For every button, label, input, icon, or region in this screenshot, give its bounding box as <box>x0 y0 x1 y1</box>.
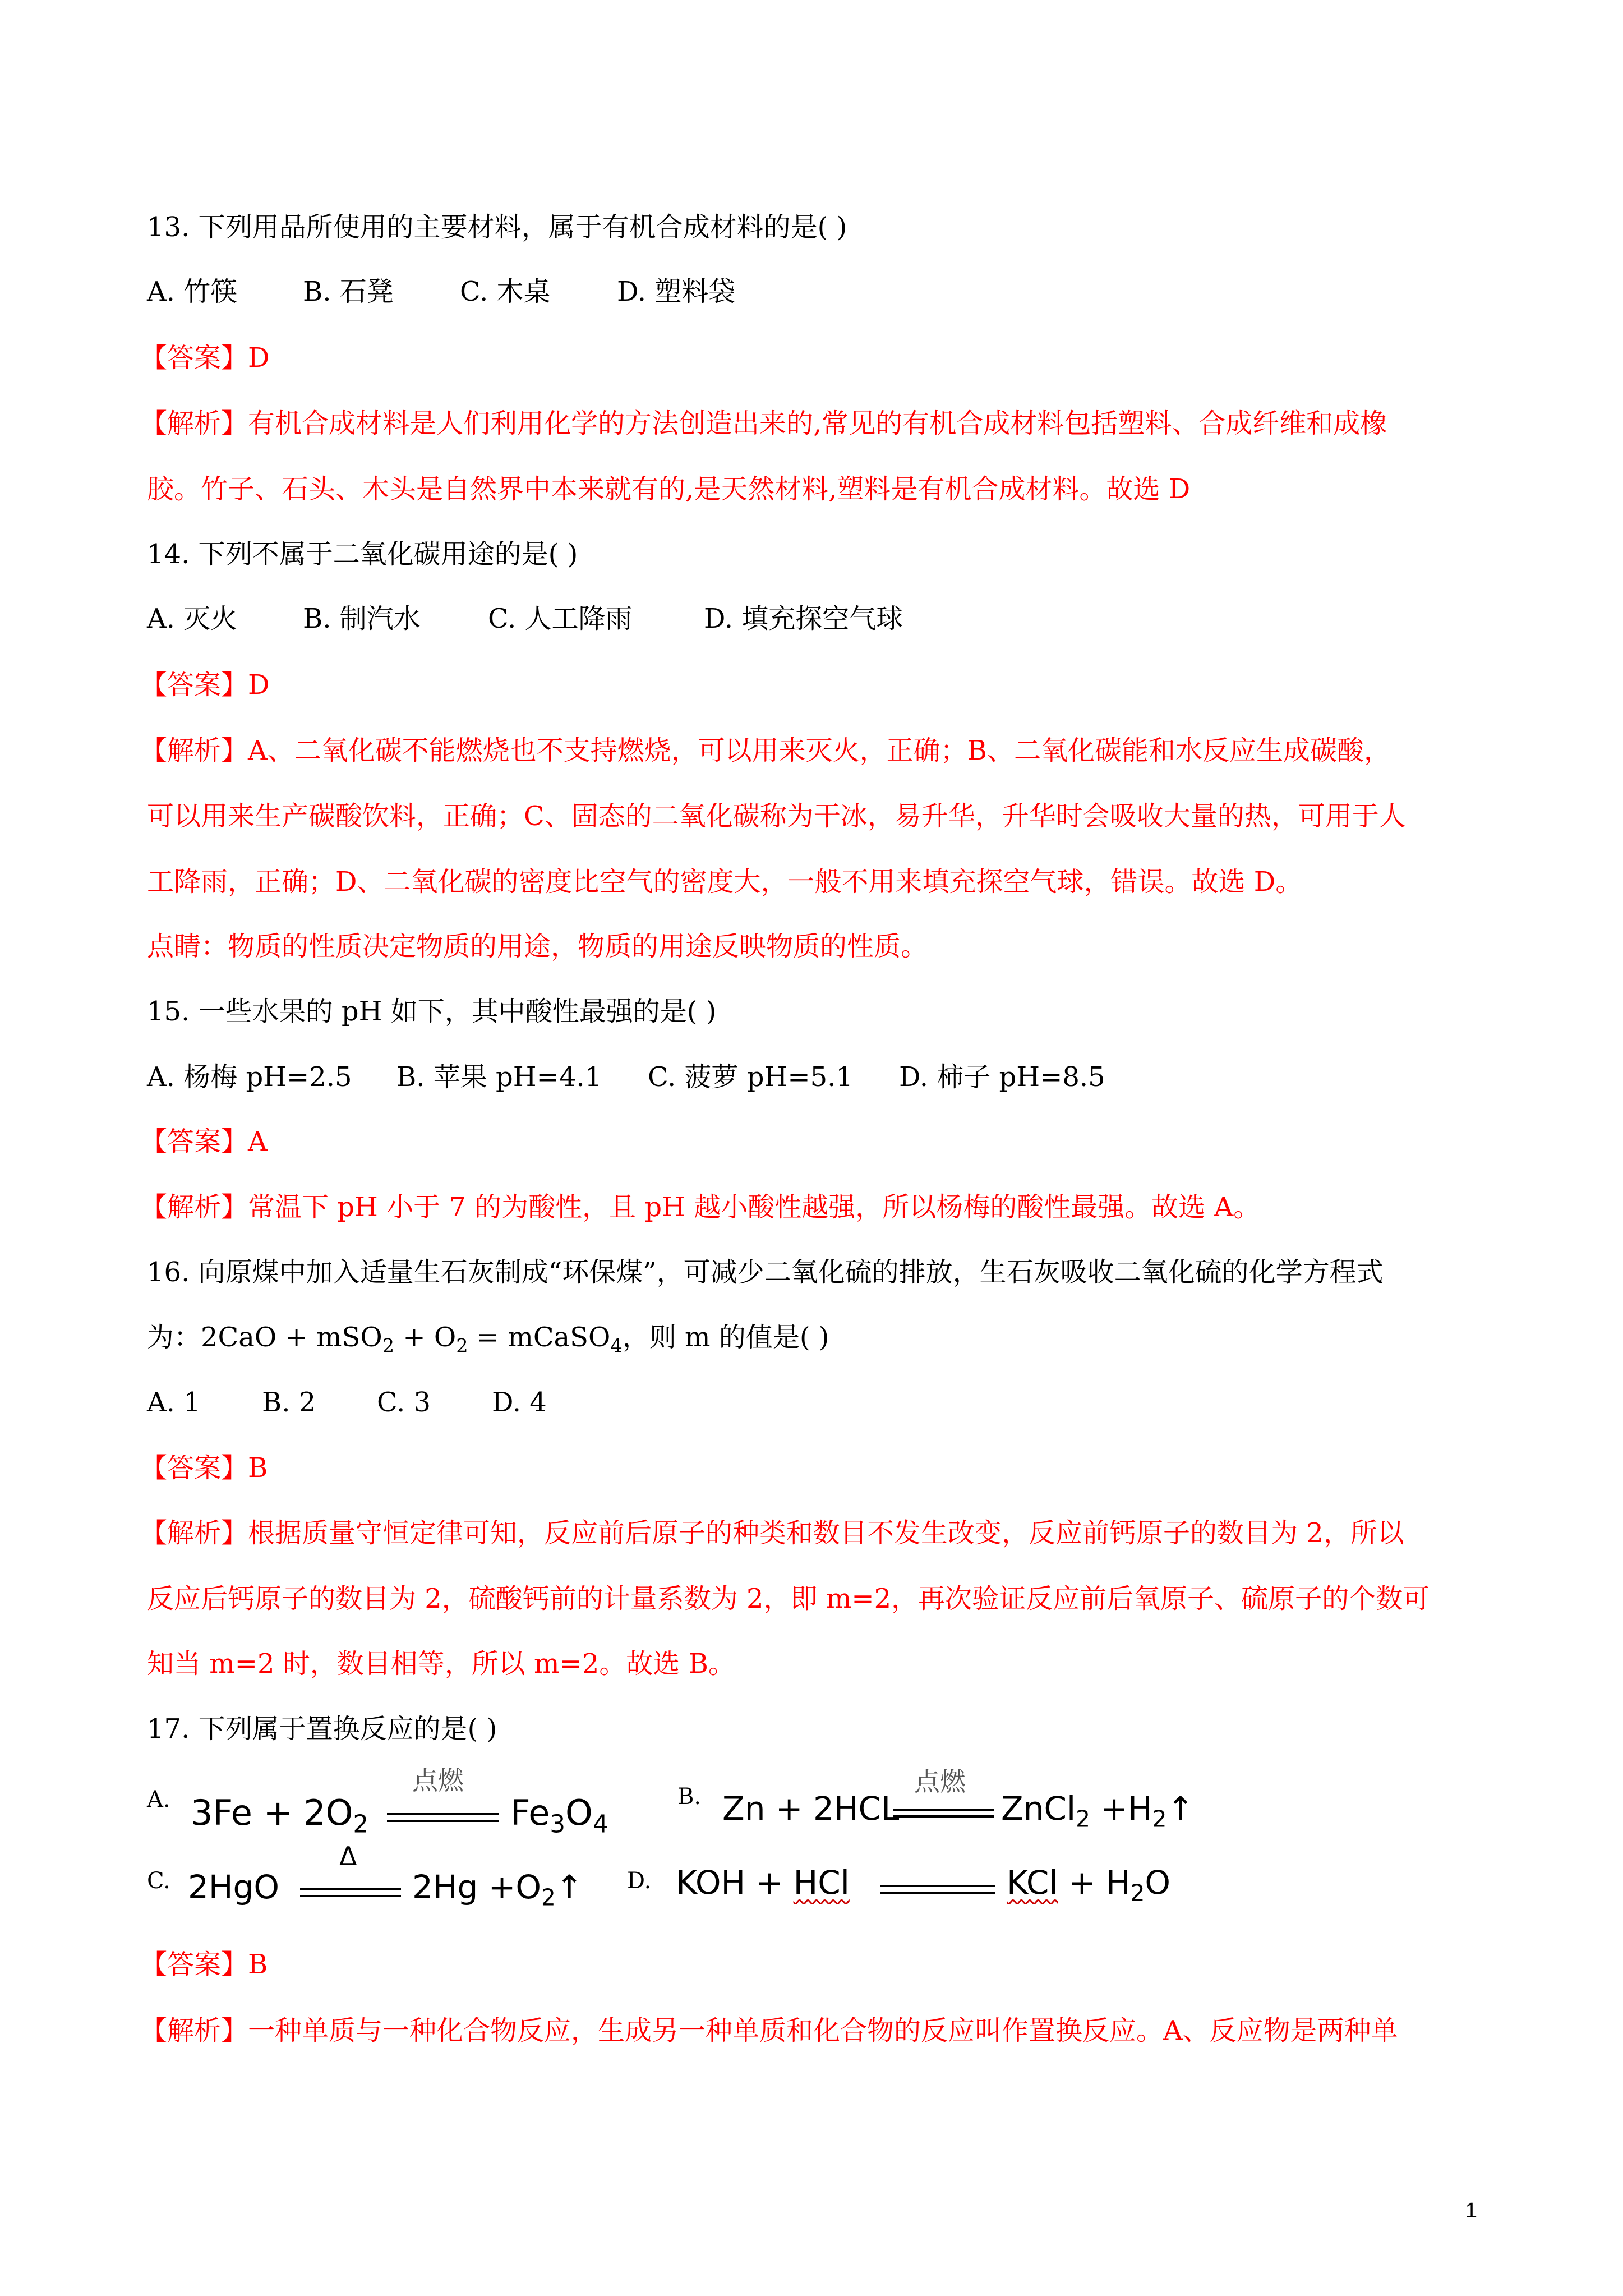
answer-label: 【答案】 <box>140 1452 248 1484</box>
q13-analysis-1 <box>140 407 1387 440</box>
eq-d-o: O <box>1145 1864 1171 1902</box>
eq-c-sub: 2 <box>541 1884 556 1911</box>
q15-answer <box>140 1125 268 1158</box>
answer-value: B <box>248 1949 268 1980</box>
eq-c-products-text: 2Hg +O <box>412 1868 542 1906</box>
q14-answer <box>140 668 270 702</box>
q16-sub-2a: 2 <box>382 1335 395 1357</box>
q16-stem-2 <box>147 1320 829 1363</box>
q16-analysis-3: 知当 m=2 时，数目相等，所以 m=2。故选 B。 <box>147 1648 735 1680</box>
q14-analysis-1 <box>140 734 1391 767</box>
q14-option-b: B. 制汽水 <box>303 603 421 634</box>
q17-equation-c-products <box>412 1868 583 1911</box>
q16-analysis-2: 反应后钙原子的数目为 2，硫酸钙前的计量系数为 2，即 m=2，再次验证反应前后氧原子、硫原子的个数可 <box>147 1583 1430 1614</box>
eq-a-o: O <box>565 1792 593 1833</box>
q17-analysis-1 <box>140 2014 1398 2047</box>
q15-option-d: D. 柿子 pH=8.5 <box>899 1061 1105 1093</box>
analysis-label: 【解析】 <box>140 2015 248 2046</box>
analysis-text: 有机合成材料是人们利用化学的方法创造出来的,常见的有机合成材料包括塑料、合成纤维和成橡 <box>248 408 1387 439</box>
eq-a-sub3: 3 <box>550 1810 566 1839</box>
up-arrow-icon: ↑ <box>1166 1789 1195 1828</box>
eq-d-h: + H <box>1058 1864 1131 1902</box>
analysis-label: 【解析】 <box>140 735 248 766</box>
q17-eq-b-condition: 点燃 <box>914 1766 966 1797</box>
eq-a-fe: Fe <box>510 1792 550 1833</box>
q15-options <box>147 1060 1105 1094</box>
q17-equation-a-products <box>510 1792 608 1838</box>
q17-equation-d <box>676 1864 850 1902</box>
q16-option-b: B. 2 <box>262 1387 316 1418</box>
q14-option-c: C. 人工降雨 <box>488 603 633 634</box>
q14-option-a: A. 灭火 <box>147 603 238 634</box>
q13-option-b: B. 石凳 <box>303 276 394 307</box>
q16-stem-1: 16. 向原煤中加入适量生石灰制成“环保煤”，可减少二氧化硫的排放，生石灰吸收二氧化硫的化学方程式 <box>147 1257 1384 1288</box>
analysis-text: 一种单质与一种化合物反应，生成另一种单质和化合物的反应叫作置换反应。A、反应物是两种单 <box>248 2015 1398 2046</box>
q17-eq-c-condition: Δ <box>339 1841 357 1871</box>
answer-value: B <box>248 1452 268 1484</box>
q16-sub-4: 4 <box>610 1335 623 1357</box>
q17-eq-a-equals <box>387 1813 499 1822</box>
eq-d-koh: KOH + <box>676 1864 794 1902</box>
eq-d-hcl: HCl <box>793 1864 850 1902</box>
q17-eq-a-condition: 点燃 <box>412 1765 464 1796</box>
q17-label-d: D. <box>627 1868 652 1894</box>
q16-eq-part-c: = mCaSO <box>468 1322 611 1353</box>
q17-equation-b-products <box>1001 1789 1194 1833</box>
q17-answer <box>140 1948 268 1981</box>
analysis-text: A、二氧化碳不能燃烧也不支持燃烧，可以用来灭火，正确；B、二氧化碳能和水反应生成碳酸， <box>248 735 1391 766</box>
q16-eq-part-a: 为：2CaO + mSO <box>147 1322 382 1353</box>
q17-equation-c: 2HgO <box>188 1868 279 1906</box>
q13-option-c: C. 木桌 <box>460 276 551 307</box>
up-arrow-icon: ↑ <box>555 1868 583 1906</box>
q14-options <box>147 602 903 636</box>
q16-eq-part-d: ，则 m 的值是( ) <box>622 1322 829 1353</box>
q13-options <box>147 275 735 309</box>
q15-option-a: A. 杨梅 pH=2.5 <box>147 1061 352 1093</box>
eq-b-sub: 2 <box>1076 1805 1090 1833</box>
q15-stem: 15. 一些水果的 pH 如下，其中酸性最强的是( ) <box>147 996 717 1027</box>
answer-value: D <box>248 669 270 701</box>
q13-option-d: D. 塑料袋 <box>617 276 736 307</box>
q17-eq-d-equals <box>880 1885 995 1894</box>
q14-analysis-2: 可以用来生产碳酸饮料，正确；C、固态的二氧化碳称为干冰，易升华，升华时会吸收大量的热，可用于人 <box>147 800 1406 832</box>
answer-value: A <box>248 1126 268 1157</box>
q13-answer <box>140 341 270 375</box>
eq-a-sub: 2 <box>353 1810 369 1839</box>
q15-analysis-1 <box>140 1190 1260 1224</box>
q16-answer <box>140 1451 268 1485</box>
q16-option-a: A. 1 <box>147 1387 201 1418</box>
q16-option-c: C. 3 <box>377 1387 431 1418</box>
q17-label-c: C. <box>147 1868 170 1894</box>
q17-eq-c-equals <box>300 1888 401 1897</box>
eq-b-zncl: ZnCl <box>1001 1789 1076 1828</box>
q14-stem: 14. 下列不属于二氧化碳用途的是( ) <box>147 539 578 570</box>
q13-analysis-2: 胶。竹子、石头、木头是自然界中本来就有的,是天然材料,塑料是有机合成材料。故选 D <box>147 473 1191 505</box>
analysis-text: 根据质量守恒定律可知，反应前后原子的种类和数目不发生改变，反应前钙原子的数目为 2，所以 <box>248 1517 1404 1549</box>
eq-b-sub2: 2 <box>1152 1805 1167 1833</box>
eq-d-sub: 2 <box>1130 1879 1145 1907</box>
q14-analysis-3: 工降雨，正确；D、二氧化碳的密度比空气的密度大，一般不用来填充探空气球，错误。故选 D。 <box>147 866 1303 898</box>
eq-a-reactants: 3Fe + 2O <box>191 1792 353 1833</box>
q17-equation-d-products <box>1007 1864 1170 1907</box>
analysis-text: 常温下 pH 小于 7 的为酸性，且 pH 越小酸性越强，所以杨梅的酸性最强。故选 A。 <box>248 1191 1261 1223</box>
q17-label-b: B. <box>677 1784 702 1810</box>
q16-eq-part-b: + O <box>394 1322 457 1353</box>
eq-b-h: +H <box>1090 1789 1152 1828</box>
q17-equation-b: Zn + 2HCL <box>722 1789 900 1828</box>
q15-option-c: C. 菠萝 pH=5.1 <box>648 1061 853 1093</box>
answer-label: 【答案】 <box>140 669 248 701</box>
analysis-label: 【解析】 <box>140 408 248 439</box>
answer-value: D <box>248 342 270 374</box>
q15-option-b: B. 苹果 pH=4.1 <box>396 1061 602 1093</box>
eq-d-kcl: KCl <box>1007 1864 1058 1902</box>
q17-equation-a <box>191 1792 368 1838</box>
answer-label: 【答案】 <box>140 1126 248 1157</box>
analysis-label: 【解析】 <box>140 1191 248 1223</box>
q16-sub-2b: 2 <box>456 1335 468 1357</box>
q17-eq-b-equals <box>893 1809 994 1818</box>
q16-option-d: D. 4 <box>492 1387 547 1418</box>
q17-label-a: A. <box>147 1787 170 1812</box>
page-number: 1 <box>1465 2199 1477 2223</box>
q14-option-d: D. 填充探空气球 <box>704 603 903 634</box>
analysis-label: 【解析】 <box>140 1517 248 1549</box>
q13-option-a: A. 竹筷 <box>147 276 238 307</box>
eq-a-sub4: 4 <box>592 1810 608 1839</box>
q17-stem: 17. 下列属于置换反应的是( ) <box>147 1713 497 1745</box>
q16-options <box>147 1386 547 1419</box>
q16-analysis-1 <box>140 1516 1404 1550</box>
q14-tip: 点睛：物质的性质决定物质的用途，物质的用途反映物质的性质。 <box>147 931 928 962</box>
q13-stem: 13. 下列用品所使用的主要材料，属于有机合成材料的是( ) <box>147 211 847 243</box>
answer-label: 【答案】 <box>140 1949 248 1980</box>
answer-label: 【答案】 <box>140 342 248 374</box>
